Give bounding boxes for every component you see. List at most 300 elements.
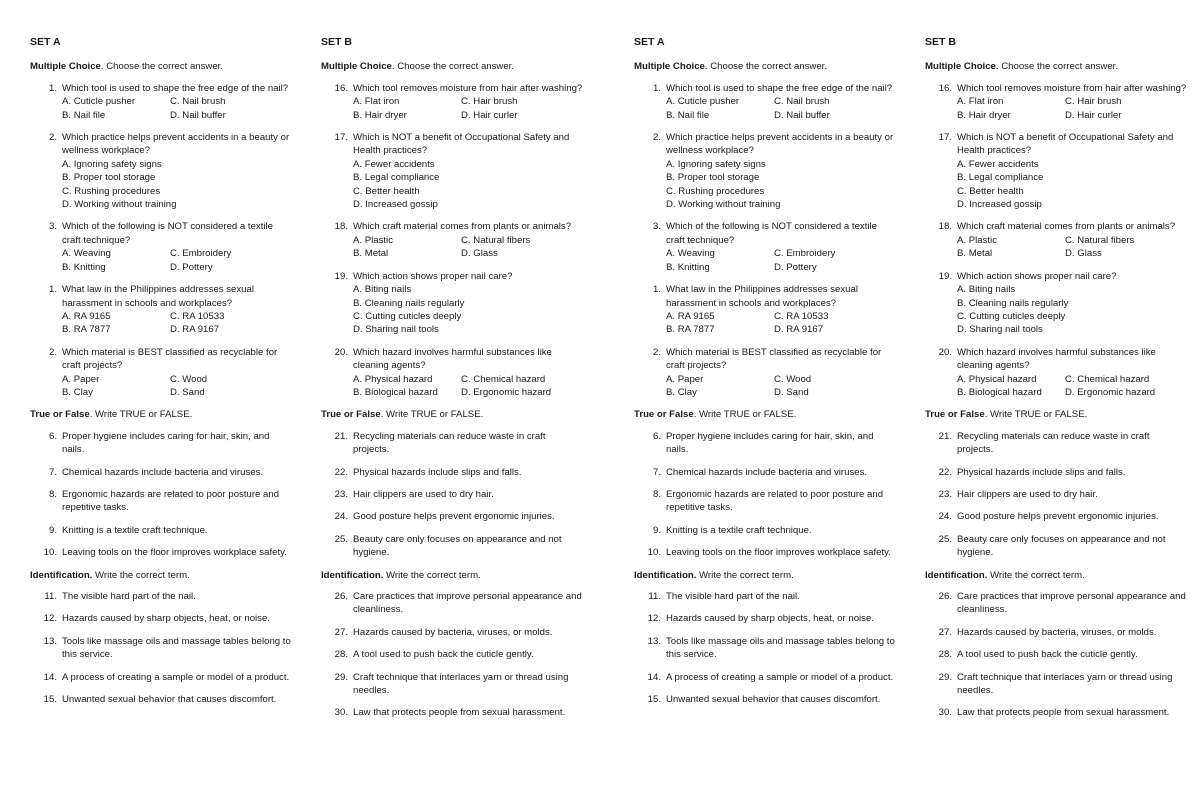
section-instruction: . Write TRUE or FALSE. [984,409,1088,421]
question-number: 2. [652,132,661,144]
question-number: 26. [334,591,348,602]
question-number: 27. [938,626,952,638]
section-heading-label: True or False [30,409,90,421]
question-body [353,82,583,122]
question-number: 17. [938,132,952,144]
question-text: Craft technique that interlaces yarn or thread using needles. [957,671,1173,697]
section-instruction: Write the correct term. [383,569,481,581]
identification-question [30,693,292,706]
answer-option: A. Paper [62,373,100,385]
section-instruction: . Write TRUE or FALSE. [89,409,193,421]
tf-question [925,510,1187,523]
question-number: 6. [48,430,57,442]
answer-option: D. Sharing nail tools [353,324,439,336]
question-number: 15. [647,694,661,706]
tf-question [321,510,583,523]
question-text: Which action shows proper nail care? [957,270,1117,282]
answer-option: B. Proper tool storage [62,172,156,184]
answer-options [957,158,1187,212]
mc-question [30,283,292,337]
question-number: 10. [647,547,661,559]
question-text: Knitting is a textile craft technique. [62,524,208,536]
question-text: A tool used to push back the cuticle gently. [353,649,534,661]
question-text: Leaving tools on the floor improves workplace safety. [62,547,287,559]
question-body [666,131,896,211]
tf-question [925,466,1187,479]
tf-question [925,488,1187,501]
tf-question [30,466,292,479]
identification-question [321,648,583,661]
identification-question [321,626,583,639]
question-number: 14. [43,671,57,683]
identification-question [925,648,1187,661]
identification-heading [30,569,292,582]
set-column [30,36,292,715]
question-text: Hair clippers are used to dry hair. [353,488,494,500]
question-text: Hazards caused by sharp objects, heat, or noise. [62,613,270,625]
question-body [957,220,1187,260]
question-number: 8. [652,488,661,500]
tf-question [321,488,583,501]
identification-question [925,706,1187,719]
answer-options [957,234,1187,261]
true-false-heading [30,408,292,421]
question-number: 3. [48,221,57,233]
section-instruction: Write the correct term. [92,569,190,581]
question-number: 25. [938,533,952,545]
answer-option: B. Biological hazard [957,386,1042,398]
answer-option: A. Ignoring safety signs [666,158,766,170]
identification-heading [925,569,1187,582]
question-text: Chemical hazards include bacteria and viruses. [62,466,264,478]
question-text: Good posture helps prevent ergonomic injuries. [353,511,555,523]
question-text: Hazards caused by sharp objects, heat, or noise. [666,613,874,625]
answer-option: D. Sand [170,386,205,398]
mc-question [925,270,1187,337]
question-text: Which is NOT a benefit of Occupational Safety and Health practices? [353,132,570,157]
question-text: Leaving tools on the floor improves workplace safety. [666,547,891,559]
answer-option: C. Hair brush [461,96,518,108]
question-number: 24. [938,511,952,523]
section-heading-label: True or False [634,409,694,421]
question-text: Which hazard involves harmful substances like cleaning agents? [353,346,552,372]
answer-option: C. Chemical hazard [461,373,546,385]
question-text: Hazards caused by bacteria, viruses, or molds. [353,626,553,638]
answer-option: D. Sand [774,386,809,398]
tf-question [30,524,292,537]
question-body [353,346,583,400]
tf-question [634,466,896,479]
question-number: 15. [43,694,57,706]
answer-option: B. Clay [666,386,697,398]
set-title: SET B [321,36,352,48]
question-text: Law that protects people from sexual harassment. [353,707,566,719]
question-number: 18. [334,221,348,233]
question-number: 28. [334,649,348,661]
question-number: 2. [652,346,661,358]
section-heading-label: Identification. [634,569,697,581]
answer-option: B. RA 7877 [62,324,111,336]
question-body [666,283,896,337]
answer-option: C. Better health [957,185,1024,197]
section-instruction: . Choose the correct answer. [704,61,828,73]
set-column [925,36,1187,729]
question-text: Ergonomic hazards are related to poor posture and repetitive tasks. [62,488,280,514]
question-number: 6. [652,430,661,442]
mc-question [321,220,583,260]
question-body [62,82,292,122]
mc-question [321,270,583,337]
question-text: Good posture helps prevent ergonomic injuries. [957,511,1159,523]
answer-option: C. Chemical hazard [1065,373,1150,385]
question-text: Which practice helps prevent accidents in a beauty or wellness workplace? [666,132,894,157]
question-text: Which action shows proper nail care? [353,270,513,282]
answer-option: A. Weaving [666,248,715,260]
answer-option: B. Nail file [62,109,106,121]
set-column [321,36,583,729]
section-instruction: Write the correct term. [696,569,794,581]
answer-option: A. Cuticle pusher [62,96,136,108]
question-text: Unwanted sexual behavior that causes discomfort. [62,694,277,706]
question-number: 10. [43,547,57,559]
question-body [666,82,896,122]
answer-option: A. Cuticle pusher [666,96,740,108]
answer-option: A. RA 9165 [666,310,715,322]
answer-option: D. Glass [1065,248,1102,260]
question-number: 22. [334,466,348,478]
answer-option: C. Nail brush [774,96,830,108]
question-text: Proper hygiene includes caring for hair, skin, and nails. [666,430,874,456]
answer-option: B. RA 7877 [666,324,715,336]
answer-option: D. Working without training [62,199,177,211]
section-heading-label: Identification. [321,569,384,581]
set-title: SET A [30,36,61,48]
identification-question [321,671,583,698]
answer-option: A. Plastic [353,234,393,246]
answer-option: D. Increased gossip [353,199,438,211]
question-number: 21. [938,430,952,442]
question-text: A tool used to push back the cuticle gently. [957,649,1138,661]
question-text: The visible hard part of the nail. [666,591,800,602]
section-heading-label: Multiple Choice [925,61,996,73]
question-text: Unwanted sexual behavior that causes discomfort. [666,694,881,706]
question-text: A process of creating a sample or model of a product. [62,671,290,683]
tf-question [634,488,896,515]
question-number: 23. [334,488,348,500]
identification-heading [321,569,583,582]
question-body [957,131,1187,211]
answer-options [666,310,896,337]
answer-option: A. Fewer accidents [957,158,1039,170]
answer-option: D. Hair curler [1065,109,1122,121]
mc-question [634,131,896,211]
answer-option: C. Wood [170,373,208,385]
identification-heading [634,569,896,582]
question-text: Which tool removes moisture from hair after washing? [957,82,1187,94]
answer-option: D. Pottery [774,261,817,273]
question-number: 8. [48,488,57,500]
question-number: 22. [938,466,952,478]
answer-options [957,373,1187,400]
mc-question [925,220,1187,260]
answer-options [353,373,583,400]
multiple-choice-heading [634,60,896,73]
answer-option: B. Hair dryer [353,109,407,121]
question-text: Which practice helps prevent accidents in a beauty or wellness workplace? [62,132,290,157]
question-body [62,131,292,211]
mc-question [30,131,292,211]
mc-question [30,82,292,122]
section-heading-label: Multiple Choice [30,61,101,73]
question-body [957,270,1187,337]
answer-option: B. Metal [353,248,389,260]
multiple-choice-heading [925,60,1187,73]
answer-option: D. RA 9167 [170,324,220,336]
tf-question [925,430,1187,457]
answer-option: C. Embroidery [170,248,232,260]
question-number: 30. [334,707,348,719]
mc-question [634,283,896,337]
question-number: 16. [938,82,952,94]
question-text: Which hazard involves harmful substances like cleaning agents? [957,346,1156,372]
answer-options [957,283,1187,337]
section-instruction: Write the correct term. [987,569,1085,581]
question-number: 19. [938,270,952,282]
question-number: 7. [48,466,57,478]
question-body [957,82,1187,122]
identification-question [30,635,292,662]
answer-option: B. Legal compliance [353,172,440,184]
answer-option: D. Hair curler [461,109,518,121]
question-text: Which tool removes moisture from hair after washing? [353,82,583,94]
question-text: Knitting is a textile craft technique. [666,524,812,536]
section-heading-label: Identification. [30,569,93,581]
tf-question [30,488,292,515]
answer-options [62,247,292,274]
answer-option: D. Nail buffer [774,109,830,121]
tf-question [634,430,896,457]
true-false-heading [925,408,1187,421]
mc-question [321,131,583,211]
section-instruction: . Write TRUE or FALSE. [380,409,484,421]
answer-options [353,283,583,337]
question-number: 27. [334,626,348,638]
answer-option: B. Clay [62,386,93,398]
answer-option: A. Plastic [957,234,997,246]
answer-option: A. Physical hazard [957,373,1037,385]
question-number: 18. [938,221,952,233]
answer-option: C. Better health [353,185,420,197]
identification-question [634,693,896,706]
question-text: Tools like massage oils and massage tables belong to this service. [666,635,895,661]
question-text: Chemical hazards include bacteria and viruses. [666,466,868,478]
question-text: Which craft material comes from plants or animals? [353,221,572,233]
question-number: 11. [648,591,661,602]
answer-option: B. Metal [957,248,993,260]
answer-option: C. Natural fibers [461,234,531,246]
question-number: 9. [652,524,661,536]
question-body [666,220,896,274]
mc-question [321,346,583,400]
question-text: Which tool is used to shape the free edge of the nail? [62,82,289,94]
section-heading-label: Multiple Choice [321,61,392,73]
answer-option: B. Knitting [666,261,710,273]
question-number: 16. [334,82,348,94]
question-number: 12. [647,613,661,625]
question-text: The visible hard part of the nail. [62,591,196,602]
question-text: What law in the Philippines addresses sexual harassment in schools and workplaces? [62,284,254,309]
question-number: 17. [334,132,348,144]
question-text: Physical hazards include slips and falls. [957,466,1126,478]
question-number: 24. [334,511,348,523]
identification-question [634,612,896,625]
question-text: Hair clippers are used to dry hair. [957,488,1098,500]
tf-question [321,466,583,479]
answer-option: C. Cutting cuticles deeply [353,310,462,322]
identification-question [30,590,292,603]
question-text: Physical hazards include slips and falls. [353,466,522,478]
tf-question [634,546,896,559]
answer-option: B. Legal compliance [957,172,1044,184]
question-text: Tools like massage oils and massage tables belong to this service. [62,635,291,661]
mc-question [634,220,896,274]
answer-options [666,373,896,400]
answer-option: B. Cleaning nails regularly [353,297,465,309]
question-number: 21. [334,430,348,442]
tf-question [30,430,292,457]
question-text: Proper hygiene includes caring for hair, skin, and nails. [62,430,270,456]
question-text: Which material is BEST classified as recyclable for craft projects? [666,346,882,372]
answer-option: A. Ignoring safety signs [62,158,162,170]
question-number: 2. [48,132,57,144]
answer-option: D. Nail buffer [170,109,226,121]
tf-question [321,533,583,560]
answer-option: B. Proper tool storage [666,172,760,184]
question-number: 30. [938,707,952,719]
mc-question [634,346,896,400]
mc-question [634,82,896,122]
answer-options [62,373,292,400]
question-number: 11. [44,591,57,602]
question-number: 19. [334,270,348,282]
answer-options [62,310,292,337]
question-number: 1. [652,284,661,296]
answer-option: A. Weaving [62,248,111,260]
question-body [666,346,896,400]
identification-question [925,626,1187,639]
tf-question [634,524,896,537]
question-text: Ergonomic hazards are related to poor posture and repetitive tasks. [666,488,884,514]
answer-option: B. Biological hazard [353,386,438,398]
answer-options [62,95,292,122]
true-false-heading [634,408,896,421]
answer-option: A. Flat iron [353,96,400,108]
question-body [62,220,292,274]
identification-question [321,590,583,617]
question-number: 13. [43,635,57,647]
answer-option: A. RA 9165 [62,310,111,322]
question-text: Hazards caused by bacteria, viruses, or molds. [957,626,1157,638]
question-text: Craft technique that interlaces yarn or thread using needles. [353,671,569,697]
answer-option: C. Natural fibers [1065,234,1135,246]
question-number: 20. [938,346,952,358]
multiple-choice-heading [30,60,292,73]
section-heading-label: Multiple Choice [634,61,705,73]
question-text: Care practices that improve personal appearance and cleanliness. [353,591,582,616]
answer-option: C. Wood [774,373,812,385]
question-number: 7. [652,466,661,478]
answer-options [666,95,896,122]
section-instruction: . Write TRUE or FALSE. [693,409,797,421]
tf-question [925,533,1187,560]
answer-option: B. Nail file [666,109,710,121]
identification-question [634,635,896,662]
answer-option: C. RA 10533 [774,310,829,322]
answer-option: B. Hair dryer [957,109,1011,121]
answer-option: A. Biting nails [957,284,1016,296]
section-instruction: . Choose the correct answer. [391,61,515,73]
question-number: 2. [48,346,57,358]
question-text: A process of creating a sample or model of a product. [666,671,894,683]
answer-option: C. Nail brush [170,96,226,108]
identification-question [634,671,896,684]
answer-options [353,158,583,212]
answer-option: B. Cleaning nails regularly [957,297,1069,309]
question-number: 1. [48,82,57,94]
identification-question [634,590,896,603]
question-text: Which of the following is NOT considered a textile craft technique? [666,221,877,246]
question-number: 12. [43,613,57,625]
answer-option: D. Glass [461,248,498,260]
answer-options [353,95,583,122]
section-heading-label: True or False [925,409,985,421]
answer-option: D. RA 9167 [774,324,824,336]
question-number: 14. [647,671,661,683]
answer-option: A. Biting nails [353,284,412,296]
true-false-heading [321,408,583,421]
question-text: Recycling materials can reduce waste in craft projects. [353,430,546,456]
identification-question [321,706,583,719]
answer-option: D. Ergonomic hazard [1065,386,1156,398]
set-column [634,36,896,715]
answer-options [353,234,583,261]
mc-question [30,220,292,274]
section-heading-label: True or False [321,409,381,421]
question-number: 29. [334,671,348,683]
question-number: 28. [938,649,952,661]
tf-question [30,546,292,559]
answer-option: C. Rushing procedures [666,185,765,197]
question-text: Which of the following is NOT considered a textile craft technique? [62,221,273,246]
mc-question [925,346,1187,400]
answer-option: A. Physical hazard [353,373,433,385]
question-number: 9. [48,524,57,536]
question-text: Which is NOT a benefit of Occupational Safety and Health practices? [957,132,1174,157]
answer-option: D. Working without training [666,199,781,211]
question-number: 1. [48,284,57,296]
question-text: Which material is BEST classified as recyclable for craft projects? [62,346,278,372]
question-body [353,220,583,260]
question-number: 3. [652,221,661,233]
set-title: SET A [634,36,665,48]
identification-question [30,671,292,684]
multiple-choice-heading [321,60,583,73]
question-text: Beauty care only focuses on appearance and not hygiene. [957,533,1166,559]
question-body [353,270,583,337]
question-number: 20. [334,346,348,358]
answer-option: C. Rushing procedures [62,185,161,197]
answer-options [62,158,292,212]
